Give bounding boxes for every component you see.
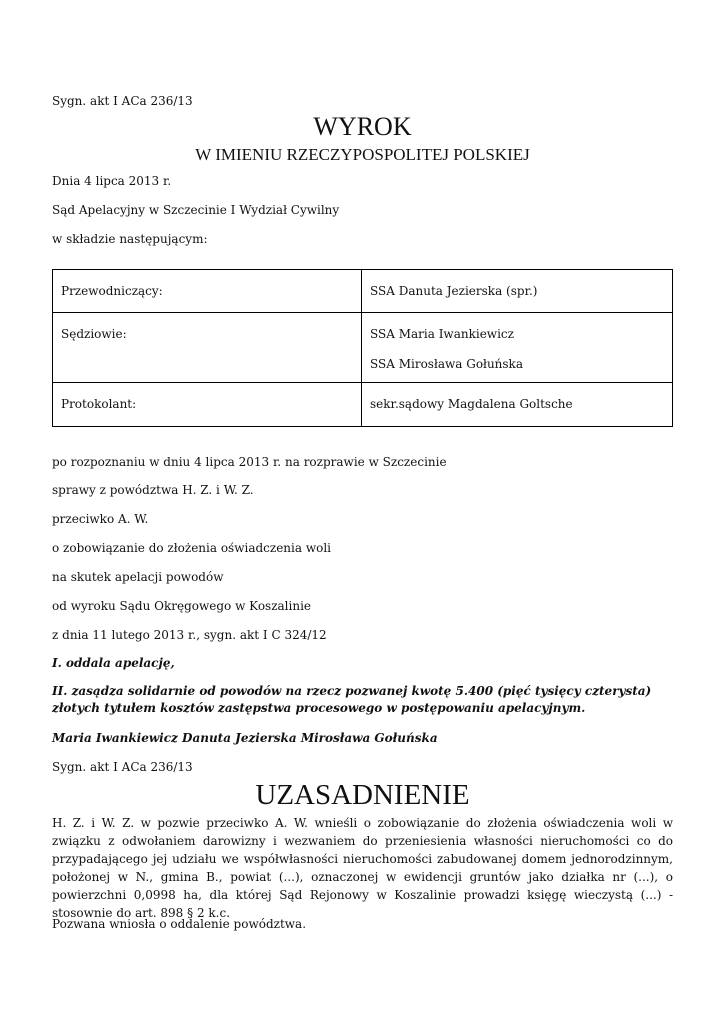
case-line: z dnia 11 lutego 2013 r., sygn. akt I C 324/12 (52, 628, 327, 642)
table-row (53, 313, 673, 383)
justification-paragraph: H. Z. i W. Z. w pozwie przeciwko A. W. wnieśli o zobowiązanie do złożenia oświadczenia woli w związku z odwołaniem darowizny i wezwaniem do przeniesienia własności nieruchomości co do przypadającego jej udziału we współwłasności nieruchomości zabudowanej domem jednorodzinnym, położonej w N., gmina B., powiat (...), oznaczonej w ewidencji gruntów jako działka nr (...), o powierzchni 0,0998 ha, dla której Sąd Rejonowy w Koszalinie prowadzi księgę wieczystą (...) - stosownie do art. 898 § 2 k.c. (52, 816, 673, 920)
judgment-title: WYROK (313, 112, 412, 141)
panel-role: Protokolant: (53, 383, 362, 427)
justification-title: UZASADNIENIE (255, 779, 470, 811)
panel-names (362, 313, 673, 383)
composition-intro: w składzie następującym: (52, 232, 208, 246)
case-signature-justification: Sygn. akt I ACa 236/13 (52, 760, 193, 774)
case-line: przeciwko A. W. (52, 512, 149, 526)
panel-name: SSA Danuta Jezierska (spr.) (370, 284, 538, 298)
panel-names (362, 270, 673, 313)
panel-names (362, 383, 673, 427)
panel-role: Przewodniczący: (53, 270, 362, 313)
justification-paragraph: Pozwana wniosła o oddalenie powództwa. (52, 917, 307, 931)
table-row (53, 383, 673, 427)
judgment-date: Dnia 4 lipca 2013 r. (52, 174, 172, 188)
court-panel-table (52, 269, 673, 427)
panel-name: SSA Maria Iwankiewicz (370, 327, 514, 341)
case-line: od wyroku Sądu Okręgowego w Koszalinie (52, 599, 312, 613)
case-line: o zobowiązanie do złożenia oświadczenia woli (52, 541, 332, 555)
court-name: Sąd Apelacyjny w Szczecinie I Wydział Cywilny (52, 203, 340, 217)
ruling-point-2: II. zasądza solidarnie od powodów na rzecz pozwanej kwotę 5.400 (pięć tysięcy czterysta) złotych tytułem kosztów zastępstwa procesowego w postępowaniu apelacyjnym. (52, 684, 652, 715)
panel-name: sekr.sądowy Magdalena Goltsche (370, 397, 573, 411)
table-row (53, 270, 673, 313)
case-line: sprawy z powództwa H. Z. i W. Z. (52, 483, 254, 497)
panel-role: Sędziowie: (53, 313, 362, 383)
judgment-subtitle: W IMIENIU RZECZYPOSPOLITEJ POLSKIEJ (195, 145, 530, 164)
case-line: na skutek apelacji powodów (52, 570, 224, 584)
judges-signatures: Maria Iwankiewicz Danuta Jezierska Mirosława Gołuńska (52, 731, 438, 745)
case-signature-top: Sygn. akt I ACa 236/13 (52, 94, 193, 108)
case-line: po rozpoznaniu w dniu 4 lipca 2013 r. na rozprawie w Szczecinie (52, 455, 447, 469)
ruling-point-1: I. oddala apelację, (52, 656, 175, 670)
panel-name: SSA Mirosława Gołuńska (370, 357, 523, 371)
